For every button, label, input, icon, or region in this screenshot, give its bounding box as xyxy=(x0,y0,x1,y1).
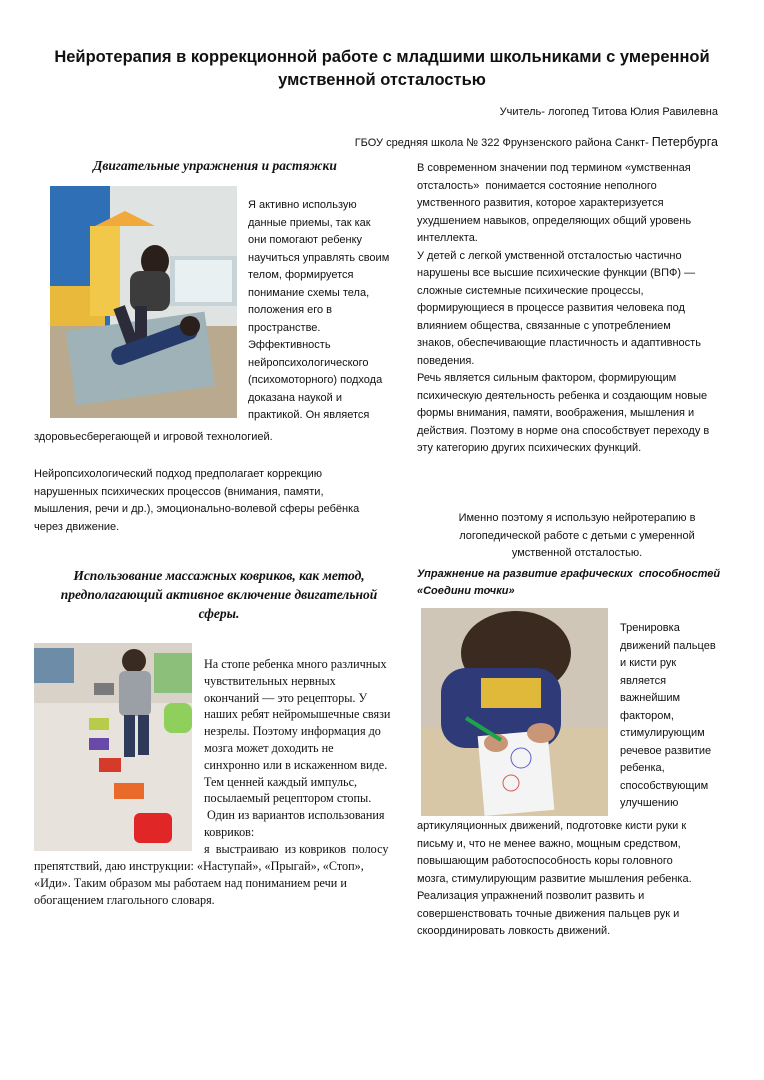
text-line: движений пальцев xyxy=(620,639,716,652)
text-line: Тем ценней каждый импульс, xyxy=(204,774,358,789)
text-line: ковриков: xyxy=(204,824,255,839)
heading-line: предполагающий активное включение двигательной xyxy=(60,587,378,602)
text-line: практикой. Он является xyxy=(248,409,370,421)
text-line: они помогают ребенку xyxy=(248,234,363,246)
text-line: наших ребят нейромышечные связи xyxy=(204,707,391,722)
text-line: телом, формируется xyxy=(248,269,354,281)
text-line: В современном значении под термином «умственная xyxy=(417,162,691,174)
text-line: улучшению xyxy=(620,797,679,809)
text-line: формирующиеся в процессе развития человека под xyxy=(417,302,685,314)
text-line: логопедической работе с детьми с умеренной xyxy=(459,529,695,542)
text-line: фактором, xyxy=(620,709,674,722)
text-line: письму и, что не менее важно, мощным средством, xyxy=(417,837,681,850)
text-line: нарушены все высшие психические функции (ВПФ) — xyxy=(417,267,696,279)
text-line: мозга, стимулирующим развитие мышления ребенка. xyxy=(417,872,692,885)
fine-motor-text-tail xyxy=(417,818,742,941)
text-line: умственного развития, которое характеризуется xyxy=(417,197,664,209)
text-line: эту категорию других психических функций. xyxy=(417,442,642,454)
fine-motor-text xyxy=(620,620,740,813)
author-line: Учитель- логопед Титова Юлия Равилевна xyxy=(499,106,718,118)
text-line: мозга может доходить не xyxy=(204,740,334,755)
section-heading-massage-mats xyxy=(34,566,404,623)
exercises-text xyxy=(248,197,408,425)
text-line: данные приемы, так как xyxy=(248,216,371,229)
text-line: положения его в xyxy=(248,304,332,316)
text-line: Я активно использую xyxy=(248,199,357,211)
text-line: препятствий, даю инструкции: «Наступай», «Прыгай», «Стоп», xyxy=(34,859,364,873)
text-line: синхронно или в искаженном виде. xyxy=(204,757,388,772)
page-title: Нейротерапия в коррекционной работе с младшими школьниками с умеренной умственной отсталостью xyxy=(54,48,710,89)
text-line: сложные системные психические процессы, xyxy=(417,284,644,297)
school-line xyxy=(355,135,718,149)
text-line: окончаний — это рецепторы. У xyxy=(204,690,368,705)
text-line: научиться управлять своим xyxy=(248,251,390,264)
text-line: я выстраиваю из ковриков полосу xyxy=(204,841,389,856)
text-line: совершенствовать точные движения пальцев рук и xyxy=(417,907,680,920)
text-line: ухудшением навыков, определяющих общий уровень xyxy=(417,214,692,227)
text-line: влиянием общества, связанные с употреблением xyxy=(417,319,671,332)
massage-mats-text xyxy=(204,656,409,858)
photo-massage-mats xyxy=(34,643,192,851)
text-line: формы внимания, памяти, воображения, мышления и xyxy=(417,407,695,419)
text-line: является xyxy=(620,674,667,687)
text-line: (психомоторного) подхода xyxy=(248,374,383,386)
exercises-text-tail: здоровьесберегающей и игровой технологией. xyxy=(34,431,273,443)
text-line: пространстве. xyxy=(248,321,321,334)
section-heading-connect-dots xyxy=(417,566,720,600)
text-line: обогащением глагольного словаря. xyxy=(34,892,215,907)
text-line: отсталость» понимается состояние неполного xyxy=(417,179,657,192)
text-line: интеллекта. xyxy=(417,232,478,244)
text-line: У детей с легкой умственной отсталостью частично xyxy=(417,249,682,262)
massage-mats-text-tail xyxy=(34,858,414,908)
text-line: Один из вариантов использования xyxy=(204,808,385,823)
neuro-approach-paragraph xyxy=(34,466,394,536)
text-line: посылаемый рецептором стопы. xyxy=(204,791,372,806)
text-line: «Иди». Таким образом мы работаем над пониманием речи и xyxy=(34,875,347,890)
text-line: доказана наукой и xyxy=(248,391,342,404)
text-line: стимулирующим xyxy=(620,727,705,739)
text-line: Речь является сильным фактором, формирующим xyxy=(417,372,677,384)
text-line: нейропсихологического xyxy=(248,356,369,369)
heading-line: сферы. xyxy=(198,606,240,621)
heading-line: Упражнение на развитие графических способностей xyxy=(417,568,721,580)
text-line: понимание схемы тела, xyxy=(248,286,370,299)
photo-connect-dots xyxy=(421,608,608,816)
text-line: артикуляционных движений, подготовке кисти руки к xyxy=(417,820,687,832)
text-line: речевое развитие xyxy=(620,744,712,757)
text-line: Тренировка xyxy=(620,622,680,634)
text-line: нарушенных психических процессов (внимания, памяти, xyxy=(34,485,324,498)
text-line: действия. Поэтому в норме она способствует переходу в xyxy=(417,424,710,437)
heading-line: «Соедини точки» xyxy=(417,585,515,597)
text-line: мышления, речи и др.), эмоционально-волевой сферы ребёнка xyxy=(34,503,360,515)
text-line: незрелы. Поэтому информация до xyxy=(204,724,381,739)
text-line: повышающим работоспособность коры головного xyxy=(417,855,673,867)
school-city: Петербурга xyxy=(651,135,718,149)
school-name: ГБОУ средняя школа № 322 Фрунзенского района Санкт- xyxy=(354,137,649,149)
text-line: поведения. xyxy=(417,354,475,367)
text-line: Эффективность xyxy=(248,339,331,351)
intellectual-disability-text xyxy=(417,160,737,458)
text-line: важнейшим xyxy=(620,692,681,704)
text-line: знаков, обеспечивающие пластичность и адаптивность xyxy=(417,337,701,349)
text-line: скоординировать ловкость движений. xyxy=(417,925,611,937)
text-line: умственной отсталостью. xyxy=(511,547,643,559)
text-line: психическую деятельность ребенка и создающим новые xyxy=(417,389,708,402)
text-line: Реализация упражнений позволит развить и xyxy=(417,890,645,902)
neurotherapy-conclusion xyxy=(417,510,737,563)
text-line: и кисти рук xyxy=(620,657,677,669)
text-line: чувствительных нервных xyxy=(204,673,336,688)
text-line: Именно поэтому я использую нейротерапию в xyxy=(458,512,696,524)
heading-line: Использование массажных ковриков, как метод, xyxy=(73,568,365,583)
text-line: Нейропсихологический подход предполагает коррекцию xyxy=(34,468,322,480)
photo-stretching xyxy=(50,186,237,418)
text-line: способствующим xyxy=(620,779,709,792)
text-line: ребенка, xyxy=(620,762,665,774)
text-line: На стопе ребенка много различных xyxy=(204,657,387,671)
section-heading-exercises: Двигательные упражнения и растяжки xyxy=(93,158,337,173)
text-line: через движение. xyxy=(34,520,120,533)
